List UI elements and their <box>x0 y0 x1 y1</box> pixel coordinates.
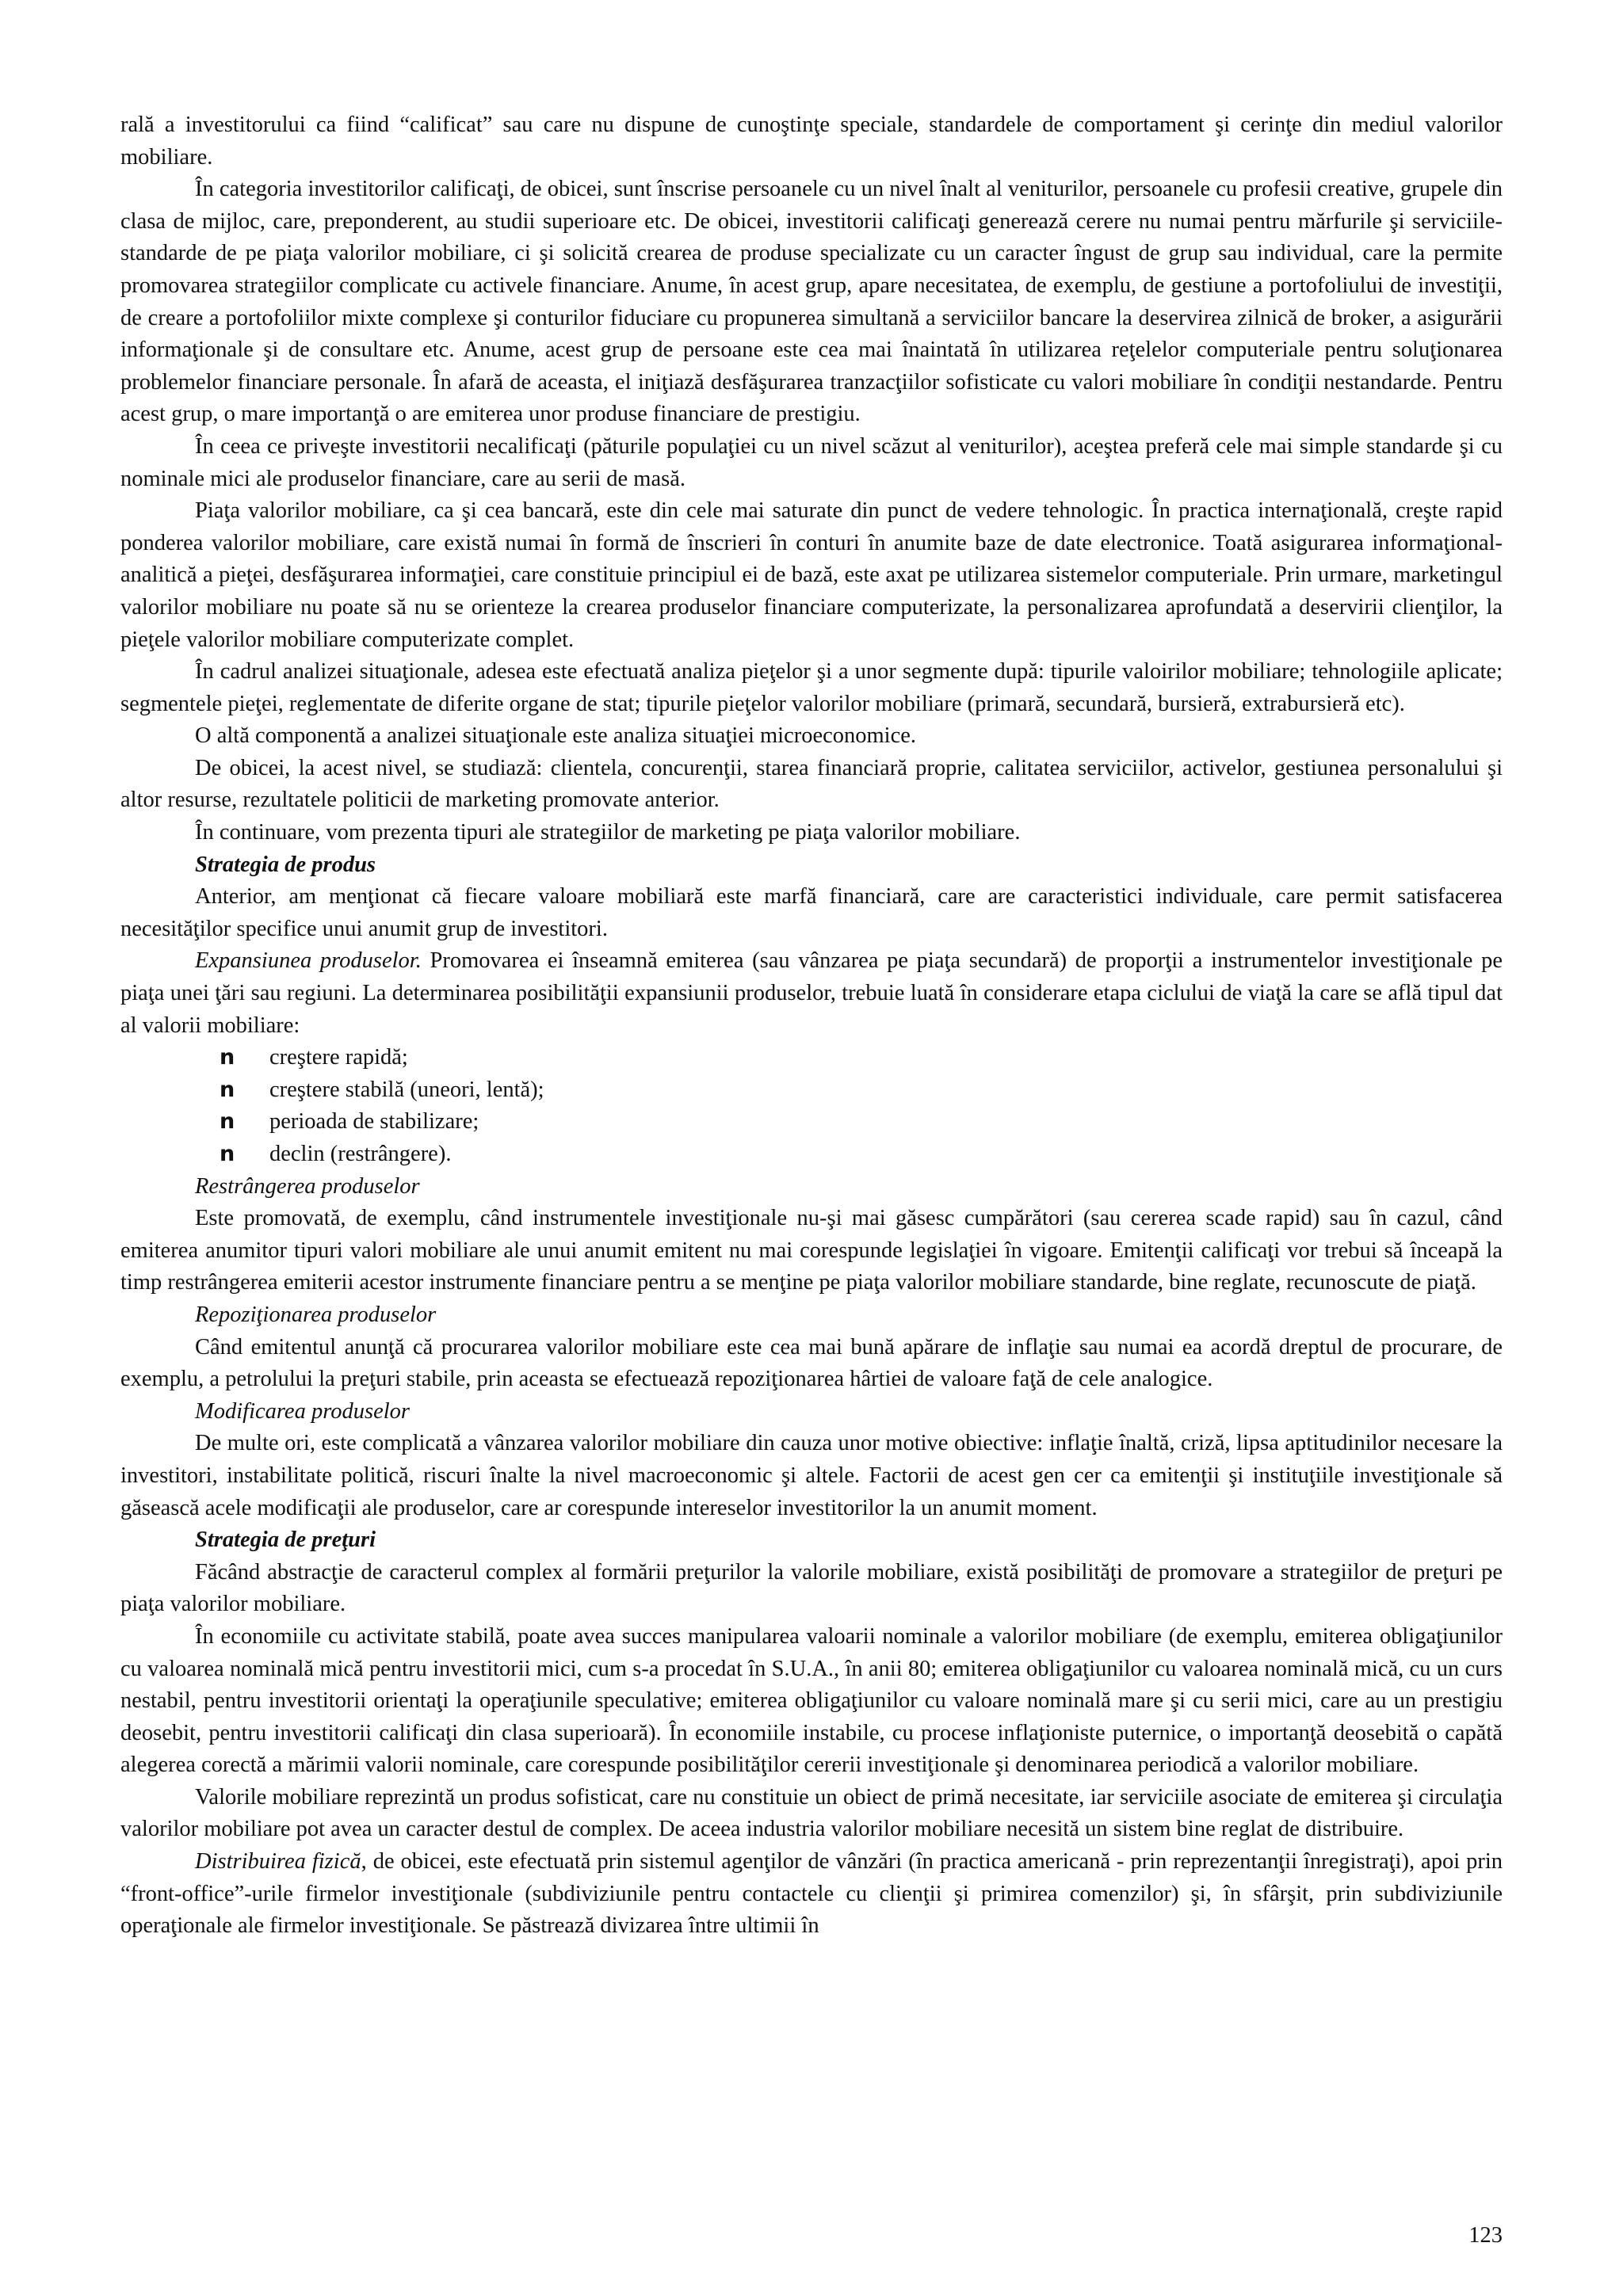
paragraph <box>120 1557 1503 1621</box>
paragraph-text: De obicei, la acest nivel, se studiază: clientela, concurenţii, starea financiară proprie, calitatea serviciilor, activelor, gestiunea personalului şi altor resurse, rezultatele politicii de marketing promovate anterior. <box>120 755 1503 813</box>
subsection-heading: Restrângerea produselor <box>195 1173 420 1199</box>
paragraph <box>120 1621 1503 1782</box>
paragraph <box>120 1332 1503 1396</box>
bullet-text: creştere stabilă (uneori, lentă); <box>269 1077 544 1102</box>
paragraph <box>120 1782 1503 1846</box>
paragraph-text: În continuare, vom prezenta tipuri ale strategiilor de marketing pe piaţa valorilor mobiliare. <box>195 820 1021 845</box>
bullet-text: declin (restrângere). <box>269 1142 452 1166</box>
bullet-marker-icon: n <box>220 1142 235 1166</box>
paragraph-text: În cadrul analizei situaţionale, adesea este efectuată analiza pieţelor şi a unor segmente după: tipurile valoirilor mobiliare; tehnologiile aplicate; segmentele pieţei, reglementate de diferite organe de stat; tipurile pieţelor valorilor mobiliare (primară, secundară, bursieră, extrabursieră etc). <box>120 659 1503 716</box>
paragraph <box>120 1203 1503 1299</box>
paragraph <box>120 1846 1503 1943</box>
paragraph-text: , de obicei, este efectuată prin sistemul agenţilor de vânzări (în practica americană - prin reprezentanţii înregistraţi), apoi prin “front-office”-urile firmelor investiţionale (subdiviziunile pentru contactele cu clienţii şi primirea comenzilor) şi, în sfârşit, prin subdiviziunile operaţionale ale firmelor investiţionale. Se păstrează divizarea între ultimii în <box>120 1849 1503 1939</box>
bullet-marker-icon: n <box>220 1109 235 1135</box>
bullet-marker-icon: n <box>220 1077 235 1102</box>
bullet-text: perioada de stabilizare; <box>269 1109 479 1135</box>
page-number: 123 <box>1468 2223 1503 2248</box>
paragraph-lead-term: Distribuirea fizică <box>195 1849 361 1875</box>
paragraph-text: Piaţa valorilor mobiliare, ca şi cea bancară, este din cele mai saturate din punct de vedere tehnologic. În practica internaţională, creşte rapid ponderea valorilor mobiliare, care există numai în formă de înscrieri în conturi în anumite baze de date electronice. Toată asigurarea informaţional-analitică a pieţei, desfăşurarea informaţiei, care constituie principiul ei de bază, este axat pe utilizarea sistemelor computeriale. Prin urmare, marketingul valorilor mobiliare nu poate să nu se orienteze la crearea produselor financiare computerizate, la personalizarea aprofundată a deservirii clienţilor, la pieţele valorilor mobiliare computerizate complet. <box>120 498 1503 652</box>
paragraph-text: Promovarea ei înseamnă emiterea (sau vânzarea pe piaţa secundară) de proporţii a instrumentelor investiţionale pe piaţa unei ţări sau regiuni. La determinarea posibilităţii expansiunii produselor, trebuie luată în considerare etapa ciclului de viaţă la care se află tipul dat al valorii mobiliare: <box>120 948 1503 1038</box>
paragraph <box>120 656 1503 720</box>
paragraph-text: O altă componentă a analizei situaţionale este analiza situaţiei microeconomice. <box>195 723 917 749</box>
bullet-item <box>120 1106 1503 1138</box>
paragraph-text: rală a investitorului ca fiind “calificat” sau care nu dispune de cunoştinţe speciale, standardele de comportament şi cerinţe din mediul valorilor mobiliare. <box>120 113 1503 170</box>
bullet-item <box>120 1074 1503 1107</box>
bullet-item <box>120 1138 1503 1171</box>
paragraph-text: De multe ori, este complicată a vânzarea valorilor mobiliare din cauza unor motive obiective: inflaţie înaltă, criză, lipsa aptitudinilor necesare la investitori, instabilitate politică, riscuri înalte la nivel macroeconomic şi altele. Factorii de acest gen cer ca emitenţii şi instituţiile investiţionale să găsească acele modificaţii ale produselor, care ar corespunde intereselor investitorilor la un anumit moment. <box>120 1431 1503 1520</box>
paragraph-text: În ceea ce priveşte investitorii necalificaţi (păturile populaţiei cu un nivel scăzut al veniturilor), aceştea preferă cele mai simple standarde şi cu nominale mici ale produselor financiare, care au serii de masă. <box>120 433 1503 491</box>
subsection-heading: Modificarea produselor <box>195 1398 410 1424</box>
bullet-marker-icon: n <box>220 1045 235 1070</box>
paragraph <box>120 881 1503 945</box>
paragraph-text: Este promovată, de exemplu, când instrumentele investiţionale nu-şi mai găsesc cumpărători (sau cererea scade rapid) sau în cazul, când emiterea anumitor tipuri valori mobiliare ale unui anumit emitent nu mai corespunde legislaţiei în vigoare. Emitenţii calificaţi vor trebui să înceapă la timp restrângerea emiterii acestor instrumente financiare pentru a se menţine pe piaţa valorilor mobiliare standarde, bine reglate, recunoscute de piaţă. <box>120 1206 1503 1295</box>
paragraph <box>120 945 1503 1042</box>
bullet-list <box>120 1042 1503 1170</box>
paragraph <box>120 817 1503 849</box>
paragraph-lead-term: Expansiunea produselor. <box>195 948 422 974</box>
paragraph-text: Anterior, am menţionat că fiecare valoare mobiliară este marfă financiară, care are caracteristici individuale, care permit satisfacerea necesităţilor specifice unui anumit grup de investitori. <box>120 884 1503 941</box>
paragraph <box>120 720 1503 753</box>
section-heading: Strategia de produs <box>195 852 376 877</box>
paragraph <box>120 495 1503 656</box>
bullet-text: creştere rapidă; <box>269 1045 408 1070</box>
paragraph <box>120 753 1503 817</box>
paragraph-text: Valorile mobiliare reprezintă un produs sofisticat, care nu constituie un obiect de primă necesitate, iar serviciile asociate de emiterea şi circulaţia valorilor mobiliare pot avea un caracter destul de complex. De aceea industria valorilor mobiliare necesită un sistem bine reglat de distribuire. <box>120 1784 1503 1842</box>
paragraph-text: Făcând abstracţie de caracterul complex al formării preţurilor la valorile mobiliare, există posibilităţi de promovare a strategiilor de preţuri pe piaţa valorilor mobiliare. <box>120 1559 1503 1617</box>
paragraph <box>120 109 1503 174</box>
paragraph <box>120 1428 1503 1524</box>
section-heading: Strategia de preţuri <box>195 1527 376 1553</box>
paragraph <box>120 431 1503 495</box>
paragraph <box>120 174 1503 431</box>
paragraph-text: În economiile cu activitate stabilă, poate avea succes manipularea valoarii nominale a valorilor mobiliare (de exemplu, emiterea obligaţiunilor cu valoarea nominală mică pentru investitorii mici, cum s-a procedat în S.U.A., în anii 80; emiterea obligaţiunilor cu valoarea nominală mică, cu un curs nestabil, pentru investitorii orientaţi la operaţiunile speculative; emiterea obligaţiunilor cu valoare nominală mare şi cu serii mici, care au un prestigiu deosebit, pentru investitorii calificaţi din clasa superioară). În economiile instabile, cu procese inflaţioniste puternice, o importanţă deosebită o capătă alegerea corectă a mărimii valorii nominale, care corespunde posibilităţilor cererii investiţionale şi denominarea periodică a valorilor mobiliare. <box>120 1623 1503 1778</box>
paragraph-text: Când emitentul anunţă că procurarea valorilor mobiliare este cea mai bună apărare de inflaţie sau numai ea acordă dreptul de procurare, de exemplu, a petrolului la preţuri stabile, prin aceasta se efectuează repoziţionarea hârtiei de valoare faţă de cele analogice. <box>120 1334 1503 1392</box>
subsection-heading: Repoziţionarea produselor <box>195 1302 437 1327</box>
paragraph-text: În categoria investitorilor calificaţi, de obicei, sunt înscrise persoanele cu un nivel înalt al veniturilor, persoanele cu profesii creative, grupele din clasa de mijloc, care, preponderent, au studii superioare etc. De obicei, investitorii calificaţi generează cerere nu numai pentru mărfurile şi serviciile-standarde de pe piaţa valorilor mobiliare, ci şi solicită crearea de produse specializate cu un caracter îngust de grup sau individual, care la permite promovarea strategiilor complicate cu activele financiare. Anume, în acest grup, apare necesitatea, de exemplu, de gestiune a portofoliului de investiţii, de creare a portofoliilor mixte complexe şi conturilor fiduciare cu propunerea simultană a serviciilor bancare la deservirea zilnică de broker, a asigurării informaţionale şi de consultare etc. Anume, acest grup de persoane este cea mai înaintată în utilizarea reţelelor computeriale pentru soluţionarea problemelor financiare personale. În afară de aceasta, el iniţiază desfăşurarea tranzacţiilor sofisticate cu valori mobiliare în condiţii nestandarde. Pentru acest grup, o mare importanţă o are emiterea unor produse financiare de prestigiu. <box>120 177 1503 427</box>
bullet-item <box>120 1042 1503 1074</box>
document-page <box>120 109 1503 1943</box>
